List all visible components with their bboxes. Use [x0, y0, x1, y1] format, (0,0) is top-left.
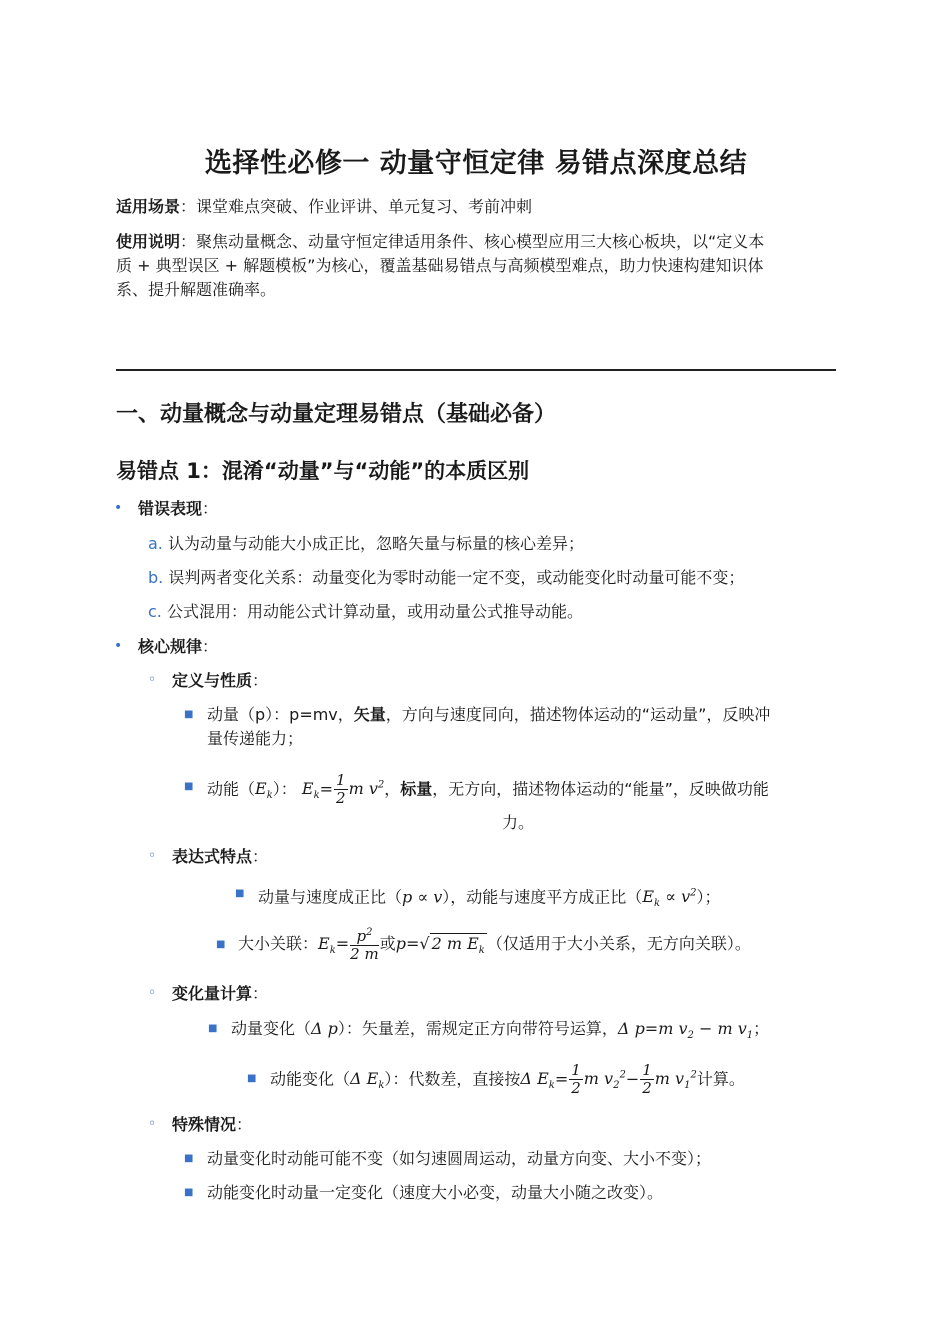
formula: Δ p=m $v_2 - m$ $v_1$ — [617, 1019, 754, 1042]
bullet-square-icon: ■ — [184, 781, 194, 792]
usage-line1: ：聚焦动量概念、动量守恒定律适用条件、核心模型应用三大核心板块，以“定义本 — [180, 232, 765, 251]
page-title: 选择性必修一 动量守恒定律 易错点深度总结 — [204, 148, 748, 179]
error-item — [148, 532, 584, 556]
colon: ： — [252, 984, 269, 1003]
expr1-text-c: ）； — [696, 887, 721, 907]
core-heading — [138, 635, 218, 659]
def-momentum — [207, 703, 770, 727]
expr-heading — [172, 845, 268, 869]
bullet-square-icon: ■ — [184, 709, 194, 720]
expr2-or: 或 — [379, 934, 396, 953]
bullet-circle-icon: ◦ — [148, 848, 157, 864]
bullet-circle-icon: ◦ — [148, 985, 157, 1001]
formula: $\frac{1}{2}$ — [571, 1061, 581, 1098]
change-item-1 — [231, 1017, 769, 1048]
section-divider — [116, 369, 836, 371]
errors-heading — [138, 497, 218, 521]
expr-item-2: 大小关联：$E_k=$ $\frac{p^2}{2 m}$ 或p=√ 2 m $E_k$ （仅适用于大小关系，无方向关联）。 — [238, 926, 751, 963]
bullet-square-icon: ■ — [235, 888, 245, 899]
core-label: 核心规律 — [138, 637, 203, 656]
formula: Δ $E_k$ — [520, 1069, 555, 1092]
formula: $E_k$ — [255, 779, 273, 802]
expr1-text-b: ），动能与速度平方成正比（ — [442, 887, 643, 907]
colon: ： — [252, 671, 269, 690]
error-text: 公式混用：用动能公式计算动量，或用动量公式推导动能。 — [166, 602, 583, 621]
colon: ： — [236, 1115, 253, 1134]
bullet-dot-icon: • — [114, 638, 123, 654]
colon: ： — [202, 637, 219, 656]
errors-label: 错误表现 — [138, 499, 203, 518]
expr2-text-a: 大小关联： — [238, 934, 319, 953]
special-heading — [172, 1113, 252, 1137]
def-heading — [172, 669, 268, 693]
change2-text-a: 动能变化（ — [270, 1069, 351, 1089]
bullet-square-icon: ■ — [208, 1023, 218, 1034]
formula: p ∝ v — [402, 887, 443, 907]
scene-line — [116, 195, 836, 219]
error-item — [148, 566, 744, 590]
special-item: 动量变化时动能可能不变（如匀速圆周运动，动量方向变、大小不变）； — [207, 1149, 712, 1168]
bullet-square-icon: ■ — [247, 1073, 257, 1084]
def-ek-tail: ，无方向，描述物体运动的“能量”，反映做功能 — [432, 779, 769, 799]
bullet-dot-icon: • — [114, 500, 123, 516]
expr2-tail: （仅适用于大小关系，无方向关联）。 — [486, 934, 751, 953]
change1-text-a: 动量变化（ — [231, 1019, 312, 1038]
change-heading — [172, 982, 268, 1006]
colon: ： — [202, 499, 219, 518]
colon: ： — [252, 847, 269, 866]
change-label: 变化量计算 — [172, 984, 253, 1003]
formula: $E_k$ — [301, 779, 320, 802]
formula: Δ p — [311, 1019, 338, 1038]
def-kinetic-line2: 力。 — [502, 813, 535, 832]
scene-text: ：课堂难点突破、作业评讲、单元复习、考前冲刺 — [180, 197, 533, 216]
formula: p — [395, 934, 406, 953]
change1-text-b: ）：矢量差，需规定正方向带符号运算， — [337, 1019, 618, 1038]
error-text: 认为动量与动能大小成正比，忽略矢量与标量的核心差异； — [167, 534, 584, 553]
formula: Δ $E_k$ — [350, 1069, 385, 1092]
expr1-text-a: 动量与速度成正比（ — [258, 887, 403, 907]
def-kinetic: 动能$(E_k)$： $E_k=$ $\frac{1}{2}$ m $v^2$，标量，无方向，描述物体运动的“能量”，反映做功能 — [207, 771, 769, 808]
formula: $E_k$ — [318, 934, 336, 957]
usage-line2: 质 + 典型误区 + 解题模板”为核心，覆盖基础易错点与高频模型难点，助力快速构建知识体 — [116, 256, 764, 275]
def-p-text: 动量（p）：p=mv， — [207, 705, 354, 724]
def-ek-bold: 标量 — [400, 779, 433, 799]
def-p-bold: 矢量 — [353, 705, 386, 724]
bullet-circle-icon: ◦ — [148, 1116, 157, 1132]
special-label: 特殊情况 — [172, 1115, 237, 1134]
error-text: 误判两者变化关系：动量变化为零时动能一定不变，或动能变化时动量可能不变； — [168, 568, 745, 587]
expr-label: 表达式特点 — [172, 847, 253, 866]
point-heading: 易错点 1：混淆“动量”与“动能”的本质区别 — [116, 459, 530, 483]
change-item-2: 动能变化（Δ $E_k$）：代数差，直接按Δ $E_k=$ $\frac{1}{2}$ m $v_2^2-$ $\frac{1}{2}$ m $v_1^2$计算。 — [270, 1061, 745, 1098]
scene-label: 适用场景 — [116, 197, 181, 216]
section-heading: 一、动量概念与动量定理易错点（基础必备） — [116, 402, 557, 427]
def-label: 定义与性质 — [172, 671, 253, 690]
bullet-square-icon: ■ — [216, 939, 226, 950]
formula: $E_k \propto v^2$ — [642, 887, 697, 910]
change2-tail: 计算。 — [696, 1069, 745, 1089]
def-momentum-line2: 量传递能力； — [207, 729, 304, 748]
usage-label: 使用说明 — [116, 232, 181, 251]
usage-line3: 系、提升解题准确率。 — [116, 280, 277, 299]
usage-paragraph — [116, 230, 836, 302]
def-p-text-b: ，方向与速度同向，描述物体运动的“运动量”，反映冲 — [385, 705, 771, 724]
change1-text-c: ； — [753, 1019, 770, 1038]
special-item: 动能变化时动量一定变化（速度大小必变，动量大小随之改变）。 — [207, 1183, 664, 1202]
error-item — [148, 600, 583, 624]
def-ek-close: ）： — [272, 779, 297, 799]
list-marker: a. — [148, 534, 163, 553]
expr-item-1 — [258, 882, 721, 917]
bullet-square-icon: ■ — [184, 1153, 194, 1164]
def-ek-prefix: 动能（ — [207, 779, 256, 799]
formula: $\frac{1}{2}$ — [642, 1061, 652, 1098]
bullet-circle-icon: ◦ — [148, 672, 157, 688]
list-marker: c. — [148, 602, 162, 621]
formula: $\frac{p^2}{2 m}$ — [350, 926, 379, 963]
bullet-square-icon: ■ — [184, 1187, 194, 1198]
change2-text-b: ）：代数差，直接按 — [384, 1069, 521, 1089]
list-marker: b. — [148, 568, 164, 587]
formula: $\frac{1}{2}$ — [336, 771, 346, 808]
